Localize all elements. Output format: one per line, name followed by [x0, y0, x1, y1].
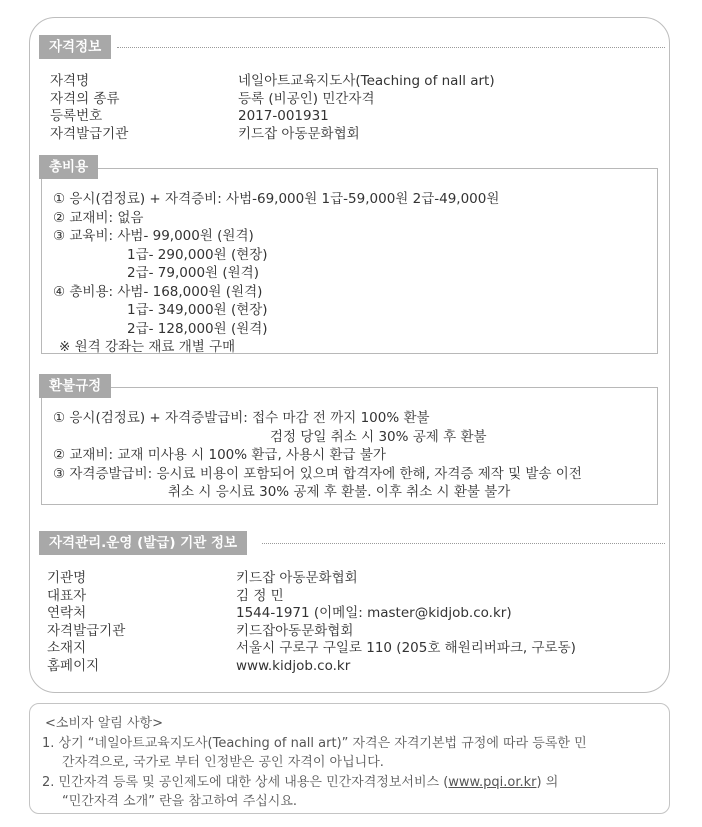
section-divider [262, 543, 665, 544]
refund-list [53, 409, 582, 502]
section-header-qualification: 자격정보 [39, 35, 111, 59]
info-label: 홈페이지 [47, 657, 100, 674]
cost-line: ④ 총비용: 사범- 168,000원 (원격) [53, 283, 263, 300]
info-value: 2017-001931 [238, 108, 329, 124]
section-header-total-cost: 총비용 [39, 155, 98, 179]
refund-line: ② 교재비: 교재 미사용 시 100% 환급, 사용시 환급 불가 [53, 447, 386, 463]
consumer-notice-box [29, 703, 670, 814]
notice-title: <소비자 알림 사항> [45, 716, 163, 731]
info-value: 등록 (비공인) 민간자격 [238, 90, 375, 107]
info-label: 등록번호 [50, 108, 103, 124]
total-cost-list [53, 190, 499, 357]
info-label: 자격의 종류 [50, 90, 120, 107]
cost-line: ① 응시(검정료) + 자격증비: 사범-69,000원 1급-59,000원 2급-49,000원 [53, 191, 500, 207]
cost-note: ※ 원격 강좌는 재료 개별 구매 [59, 339, 236, 355]
info-value: 키드잡 아동문화협회 [238, 125, 360, 142]
info-value: 김 정 민 [236, 587, 284, 604]
refund-line: 검정 당일 취소 시 30% 공제 후 환불 [270, 428, 487, 445]
section-divider [117, 47, 665, 48]
info-value: 네일아트교육지도사(Teaching of nall art) [238, 73, 495, 89]
notice-item [42, 773, 587, 793]
cost-line: 2급- 79,000원 (원격) [127, 265, 259, 281]
cost-line: ③ 교육비: 사범- 99,000원 (원격) [53, 228, 254, 244]
homepage-link[interactable]: www.kidjob.co.kr [236, 657, 351, 674]
notice-item: 간자격으로, 국가로 부터 인정받은 공인 자격이 아닙니다. [62, 755, 384, 770]
section-header-refund: 환불규정 [39, 374, 111, 398]
cost-line: 1급- 290,000원 (현장) [127, 246, 268, 263]
info-value: 서울시 구로구 구일로 110 (205호 해원리버파크, 구로동) [236, 640, 576, 656]
refund-line: 취소 시 응시료 30% 공제 후 환불. 이후 취소 시 환불 불가 [168, 484, 511, 500]
section-header-agency: 자격관리.운영 (발급) 기관 정보 [39, 531, 247, 555]
cost-line: 1급- 349,000원 (현장) [127, 302, 268, 318]
cost-line: ② 교재비: 없음 [53, 209, 144, 226]
notice-text: ) 의 [536, 774, 559, 790]
refund-line: ① 응시(검정료) + 자격증발급비: 접수 마감 전 까지 100% 환불 [53, 410, 430, 426]
info-label: 대표자 [47, 587, 87, 604]
info-label: 자격발급기관 [47, 622, 126, 639]
cost-line: 2급- 128,000원 (원격) [127, 320, 268, 337]
info-label: 자격발급기관 [50, 125, 129, 142]
info-label: 연락처 [47, 605, 87, 621]
consumer-notice-list [42, 714, 587, 812]
refund-line: ③ 자격증발급비: 응시료 비용이 포함되어 있으며 합격자에 한해, 자격증 제작 및 발송 이전 [53, 465, 582, 482]
info-label: 소재지 [47, 640, 87, 656]
notice-item: 1. 상기 “네일아트교육지도사(Teaching of nall art)” 자격은 자격기본법 규정에 따라 등록한 민 [42, 735, 587, 751]
info-value: 키드잡아동문화협회 [236, 622, 354, 639]
notice-text: 2. 민간자격 등록 및 공인제도에 대한 상세 내용은 민간자격정보서비스 ( [42, 774, 449, 790]
info-label: 기관명 [47, 570, 87, 586]
notice-item: “민간자격 소개” 란을 참고하여 주십시요. [62, 794, 298, 809]
pqi-link[interactable]: www.pqi.or.kr [448, 774, 537, 790]
info-label: 자격명 [50, 73, 90, 89]
info-value: 키드잡 아동문화협회 [236, 570, 358, 586]
info-value: 1544-1971 (이메일: master@kidjob.co.kr) [236, 605, 512, 621]
